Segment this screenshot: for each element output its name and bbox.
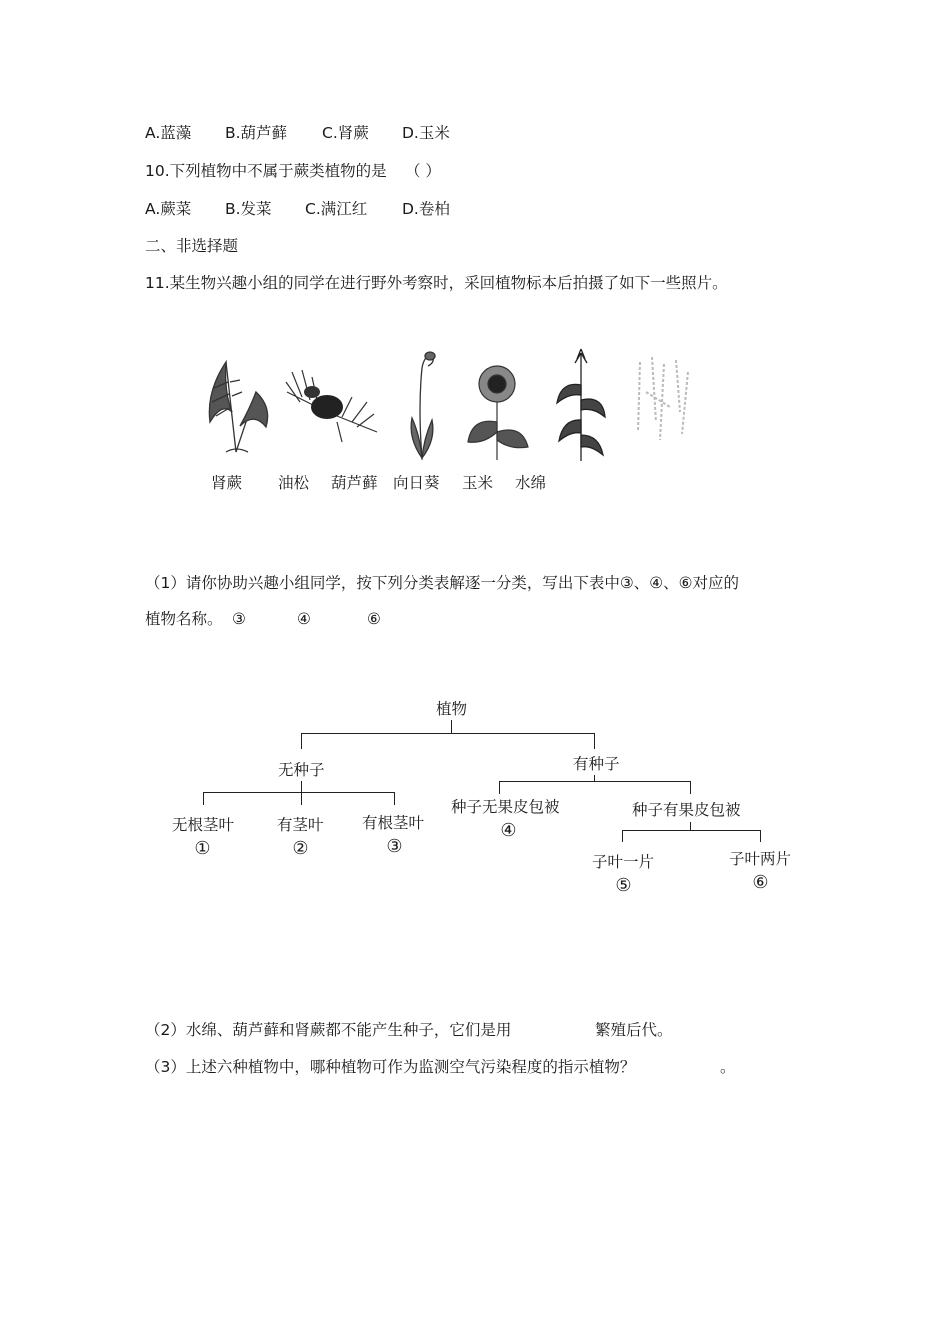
q10-option-c: C.满江红 (305, 200, 368, 218)
tree-monocot: 子叶一片 (592, 853, 655, 871)
part1-mark-3: ③ (232, 610, 246, 628)
part1-text-line2: 植物名称。 (145, 610, 223, 628)
pine-icon (282, 362, 382, 452)
tree-connector (499, 781, 690, 782)
tree-no-stem-leaf: 无根茎叶 (172, 816, 235, 834)
tree-connector (301, 781, 302, 792)
tree-number-2: ② (292, 838, 309, 859)
plant-label-corn: 玉米 (462, 474, 494, 492)
tree-number-1: ① (194, 838, 211, 859)
tree-connector (760, 830, 761, 842)
plant-label-moss: 葫芦藓 (331, 474, 378, 492)
fern-icon (196, 352, 274, 457)
tree-dicot: 子叶两片 (729, 850, 792, 868)
tree-connector (301, 733, 302, 749)
part1-mark-4: ④ (297, 610, 311, 628)
part3-text: （3）上述六种植物中，哪种植物可作为监测空气污染程度的指示植物？ (145, 1058, 636, 1076)
part2-text-end: 繁殖后代。 (595, 1021, 673, 1039)
tree-connector (622, 830, 623, 842)
plant-label-pine: 油松 (278, 474, 310, 492)
q10-answer-blank: （ ） (405, 162, 441, 180)
q9-option-a: A.蓝藻 (145, 124, 192, 142)
plant-label-spirogyra: 水绵 (515, 474, 547, 492)
q10-option-a: A.蕨菜 (145, 200, 192, 218)
tree-connector (690, 781, 691, 794)
tree-connector (690, 822, 691, 830)
tree-connector (203, 792, 395, 793)
part1-mark-6: ⑥ (367, 610, 381, 628)
part3-text-end: 。 (720, 1058, 736, 1076)
tree-connector (203, 792, 204, 805)
tree-seed-no-fruit: 种子无果皮包被 (451, 798, 560, 816)
tree-connector (594, 733, 595, 749)
q9-option-b: B.葫芦藓 (225, 124, 288, 142)
tree-stem-leaf: 有茎叶 (277, 816, 324, 834)
section-heading: 二、非选择题 (145, 237, 239, 255)
tree-root-stem-leaf: 有根茎叶 (362, 814, 425, 832)
q10-option-d: D.卷柏 (402, 200, 450, 218)
tree-number-5: ⑤ (615, 875, 632, 896)
q10-stem: 10.下列植物中不属于蕨类植物的是 (145, 162, 387, 180)
tree-connector (301, 792, 302, 805)
plant-label-fern: 肾蕨 (211, 474, 243, 492)
tree-connector (394, 792, 395, 805)
q9-option-d: D.玉米 (402, 124, 450, 142)
tree-has-seed: 有种子 (573, 755, 620, 773)
corn-icon (555, 345, 607, 463)
tree-number-3: ③ (386, 836, 403, 857)
moss-icon (402, 348, 442, 460)
q9-option-c: C.肾蕨 (322, 124, 369, 142)
tree-connector (451, 720, 452, 733)
q11-stem: 11.某生物兴趣小组的同学在进行野外考察时，采回植物标本后拍摄了如下一些照片。 (145, 274, 728, 292)
tree-connector (622, 830, 760, 831)
part2-text: （2）水绵、葫芦藓和肾蕨都不能产生种子，它们是用 (145, 1021, 512, 1039)
spirogyra-icon (630, 352, 696, 444)
sunflower-icon (462, 362, 532, 462)
tree-seed-fruit: 种子有果皮包被 (632, 801, 741, 819)
plant-label-sunflower: 向日葵 (393, 474, 440, 492)
tree-connector (301, 733, 594, 734)
tree-no-seed: 无种子 (278, 761, 325, 779)
tree-number-4: ④ (500, 820, 517, 841)
tree-connector (499, 781, 500, 794)
tree-number-6: ⑥ (752, 872, 769, 893)
part1-text: （1）请你协助兴趣小组同学，按下列分类表解逐一分类，写出下表中③、④、⑥对应的 (145, 574, 740, 592)
tree-root: 植物 (436, 700, 468, 718)
q10-option-b: B.发菜 (225, 200, 272, 218)
